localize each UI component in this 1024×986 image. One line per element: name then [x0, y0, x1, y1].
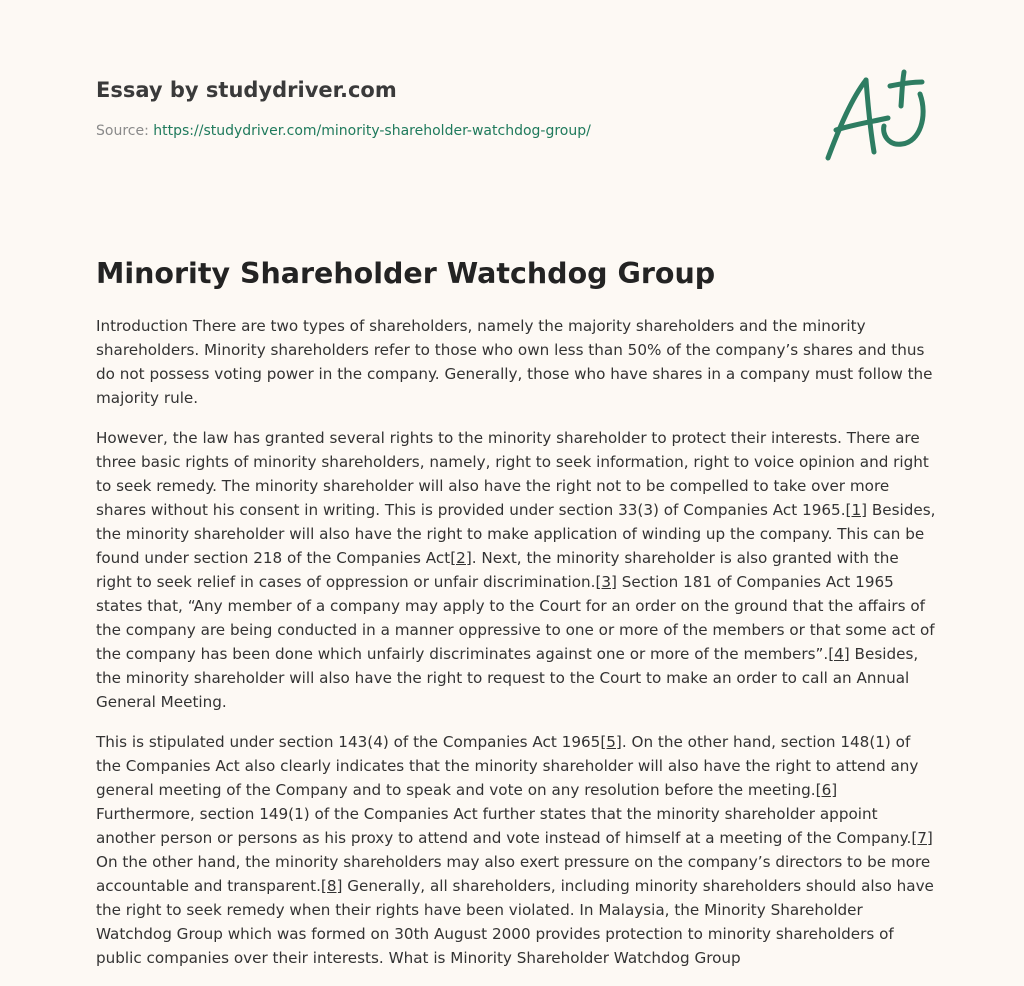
- paragraph-text: . On the other hand, section 148(1) of the Companies Act also clearly indicates that the minority shareholder will also have the right to attend any general meeting of the Company and to speak and vote on any resolution before the meeting.: [96, 733, 919, 799]
- page-title: Minority Shareholder Watchdog Group: [96, 257, 716, 290]
- brand-title: Essay by studydriver.com: [96, 78, 397, 102]
- paragraph-text: Besides, the minority shareholder will also have the right to request to the Court to make an order to call an Annual General Meeting.: [96, 645, 919, 711]
- paragraph-text: However, the law has granted several rights to the minority shareholder to protect their interests. There are three basic rights of minority shareholders, namely, right to seek information, right to voice opinion and right to seek remedy. The minority shareholder will also have the right not to be compelled to take over more shares without his consent in writing. This is provided under section 33(3) of Companies Act 1965.: [96, 429, 929, 519]
- paragraph-rights: [96, 426, 936, 714]
- article-body: [96, 314, 936, 986]
- paragraph-text: On the other hand, the minority shareholders may also exert pressure on the company’s directors to be more accountable and transparent.: [96, 853, 931, 895]
- footnote-link-4[interactable]: [4]: [828, 645, 850, 663]
- footnote-link-6[interactable]: [6]: [815, 781, 838, 799]
- paragraph-text: Section 181 of Companies Act 1965 states that, “Any member of a company may apply to the Court for an order on the ground that the affairs of the company are being conducted in a manner oppressive to one or more of the members or that some act of the company has been done which unfairly discriminates against one or more of the members”.: [96, 573, 935, 663]
- footnote-link-5[interactable]: [5]: [600, 733, 622, 751]
- footnote-link-3[interactable]: [3]: [595, 573, 617, 591]
- footnote-link-1[interactable]: [1]: [845, 501, 868, 519]
- paragraph-intro: Introduction There are two types of shareholders, namely the majority shareholders and the minority shareholders. Minority shareholders refer to those who own less than 50% of the company’s shares and thus do not possess voting power in the company. Generally, those who have shares in a company must follow the majority rule.: [96, 317, 933, 407]
- paragraph-text: Generally, all shareholders, including minority shareholders should also have the right to seek remedy when their rights have been violated. In Malaysia, the Minority Shareholder Watchdog Group which was formed on 30th August 2000 provides protection to minority shareholders of public companies over their interests. What is Minority Shareholder Watchdog Group: [96, 877, 934, 967]
- source-label: Source:: [96, 123, 149, 139]
- paragraph-sections: [96, 730, 936, 970]
- source-line: [96, 121, 796, 141]
- footnote-link-2[interactable]: [2]: [450, 549, 472, 567]
- source-link[interactable]: https://studydriver.com/minority-shareholder-watchdog-group/: [153, 123, 591, 139]
- paragraph-text: Furthermore, section 149(1) of the Companies Act further states that the minority shareholder appoint another person or persons as his proxy to attend and vote instead of himself at a meeting of the Company.: [96, 805, 912, 847]
- a-plus-logo-icon: [822, 68, 930, 164]
- paragraph-text: This is stipulated under section 143(4) of the Companies Act 1965: [96, 733, 601, 751]
- footnote-link-8[interactable]: [8]: [320, 877, 343, 895]
- header: [96, 76, 796, 141]
- paragraph-text: . Next, the minority shareholder is also granted with the right to seek relief in cases of oppression or unfair discrimination.: [96, 549, 899, 591]
- paragraph-text: Besides, the minority shareholder will also have the right to make application of winding up the company. This can be found under section 218 of the Companies Act: [96, 501, 936, 567]
- footnote-link-7[interactable]: [7]: [911, 829, 933, 847]
